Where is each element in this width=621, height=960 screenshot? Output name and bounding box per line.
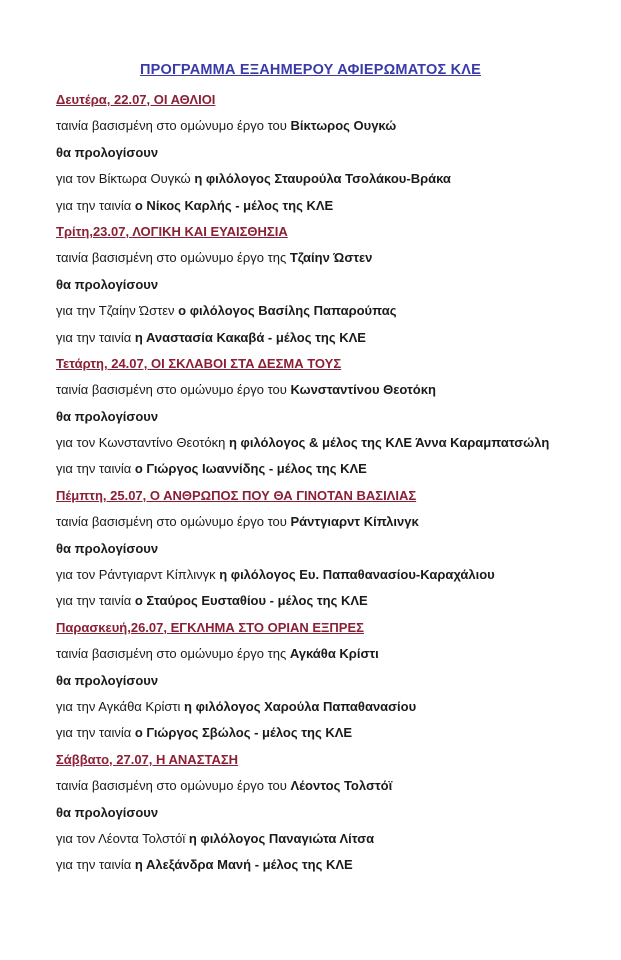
day-heading: Τετάρτη, 24.07, ΟΙ ΣΚΛΑΒΟΙ ΣΤΑ ΔΕΣΜΑ ΤΟΥΣ [56, 355, 342, 371]
author-name: Ράντγιαρντ Κίπλινγκ [290, 514, 419, 530]
writer-speaker-line: για τον Ράντγιαρντ Κίπλινγκ η φιλόλογος Ευ. Παπαθανασίου-Καραχάλιου [56, 567, 495, 583]
author-name: Βίκτωρος Ουγκώ [290, 118, 397, 134]
intro-line: θα προλογίσουν [56, 276, 159, 292]
day-section-tuesday [56, 222, 606, 354]
based-on-line: ταινία βασισμένη στο ομώνυμο έργο της Τζαίην Ώστεν [56, 250, 373, 266]
day-section-wednesday [56, 354, 606, 486]
writer-speaker: η φιλόλογος Σταυρούλα Τσολάκου-Βράκα [194, 171, 451, 187]
writer-speaker-line: για την Αγκάθα Κρίστι η φιλόλογος Χαρούλα Παπαθανασίου [56, 698, 417, 714]
writer-speaker-line: για την Τζαίην Ώστεν ο φιλόλογος Βασίλης Παπαρούπας [56, 303, 397, 319]
intro-line: θα προλογίσουν [56, 540, 159, 556]
based-on-line: ταινία βασισμένη στο ομώνυμο έργο του Ράντγιαρντ Κίπλινγκ [56, 514, 419, 530]
film-speaker: ο Νίκος Καρλής - μέλος της ΚΛΕ [134, 197, 334, 213]
day-heading: Παρασκευή,26.07, ΕΓΚΛΗΜΑ ΣΤΟ ΟΡΙΑΝ ΕΞΠΡΕΣ [56, 619, 364, 635]
day-section-monday [56, 90, 606, 222]
intro-line: θα προλογίσουν [56, 144, 159, 160]
author-name: Κωνσταντίνου Θεοτόκη [290, 382, 436, 398]
intro-line: θα προλογίσουν [56, 408, 159, 424]
writer-speaker: η φιλόλογος Παναγιώτα Λίτσα [188, 830, 375, 846]
author-name: Τζαίην Ώστεν [289, 250, 373, 266]
film-speaker-line: για την ταινία η Αλεξάνδρα Μανή - μέλος της ΚΛΕ [56, 857, 353, 873]
film-speaker-line: για την ταινία ο Νίκος Καρλής - μέλος της ΚΛΕ [56, 197, 334, 213]
writer-speaker: η φιλόλογος Χαρούλα Παπαθανασίου [184, 698, 417, 714]
film-speaker: ο Σταύρος Ευσταθίου - μέλος της ΚΛΕ [134, 593, 368, 609]
author-name: Λέοντος Τολστόϊ [290, 778, 393, 794]
day-heading: Πέμπτη, 25.07, Ο ΑΝΘΡΩΠΟΣ ΠΟΥ ΘΑ ΓΙΝΟΤΑΝ ΒΑΣΙΛΙΑΣ [56, 487, 417, 503]
film-speaker-line: για την ταινία ο Γιώργος Ιωαννίδης - μέλος της ΚΛΕ [56, 461, 367, 477]
film-speaker: η Αλεξάνδρα Μανή - μέλος της ΚΛΕ [134, 857, 353, 873]
writer-speaker-line: για τον Λέοντα Τολστόϊ η φιλόλογος Παναγιώτα Λίτσα [56, 830, 375, 846]
day-heading: Σάββατο, 27.07, Η ΑΝΑΣΤΑΣΗ [56, 751, 239, 767]
writer-speaker-line: για τον Κωνσταντίνο Θεοτόκη η φιλόλογος & μέλος της ΚΛΕ Άννα Καραμπατσώλη [56, 435, 550, 451]
program-content [56, 90, 606, 882]
day-heading: Δευτέρα, 22.07, ΟΙ ΑΘΛΙΟΙ [56, 92, 216, 107]
writer-speaker: η φιλόλογος & μέλος της ΚΛΕ Άννα Καραμπατσώλη [229, 435, 550, 451]
author-name: Αγκάθα Κρίστι [289, 646, 379, 662]
writer-speaker: η φιλόλογος Ευ. Παπαθανασίου-Καραχάλιου [219, 567, 495, 583]
film-speaker: ο Γιώργος Σβώλος - μέλος της ΚΛΕ [134, 725, 353, 741]
writer-speaker: ο φιλόλογος Βασίλης Παπαρούπας [178, 303, 397, 319]
day-section-friday [56, 618, 606, 750]
intro-line: θα προλογίσουν [56, 672, 159, 688]
film-speaker-line: για την ταινία η Αναστασία Κακαβά - μέλος της ΚΛΕ [56, 329, 366, 345]
day-section-thursday [56, 486, 606, 618]
film-speaker: ο Γιώργος Ιωαννίδης - μέλος της ΚΛΕ [134, 461, 367, 477]
film-speaker-line: για την ταινία ο Σταύρος Ευσταθίου - μέλος της ΚΛΕ [56, 593, 368, 609]
intro-line: θα προλογίσουν [56, 804, 159, 820]
based-on-line: ταινία βασισμένη στο ομώνυμο έργο του Λέοντος Τολστόϊ [56, 778, 393, 794]
based-on-line: ταινία βασισμένη στο ομώνυμο έργο του Βίκτωρος Ουγκώ [56, 118, 397, 134]
film-speaker-line: για την ταινία ο Γιώργος Σβώλος - μέλος της ΚΛΕ [56, 725, 353, 741]
writer-speaker-line: για τον Βίκτωρα Ουγκώ η φιλόλογος Σταυρούλα Τσολάκου-Βράκα [56, 171, 451, 187]
day-section-saturday [56, 750, 606, 882]
based-on-line: ταινία βασισμένη στο ομώνυμο έργο του Κωνσταντίνου Θεοτόκη [56, 382, 436, 398]
film-speaker: η Αναστασία Κακαβά - μέλος της ΚΛΕ [134, 329, 366, 345]
program-title: ΠΡΟΓΡΑΜΜΑ ΕΞΑΗΜΕΡΟΥ ΑΦΙΕΡΩΜΑΤΟΣ ΚΛΕ [139, 62, 481, 78]
day-heading: Τρίτη,23.07, ΛΟΓΙΚΗ ΚΑΙ ΕΥΑΙΣΘΗΣΙΑ [56, 223, 288, 239]
based-on-line: ταινία βασισμένη στο ομώνυμο έργο της Αγκάθα Κρίστι [56, 646, 379, 662]
